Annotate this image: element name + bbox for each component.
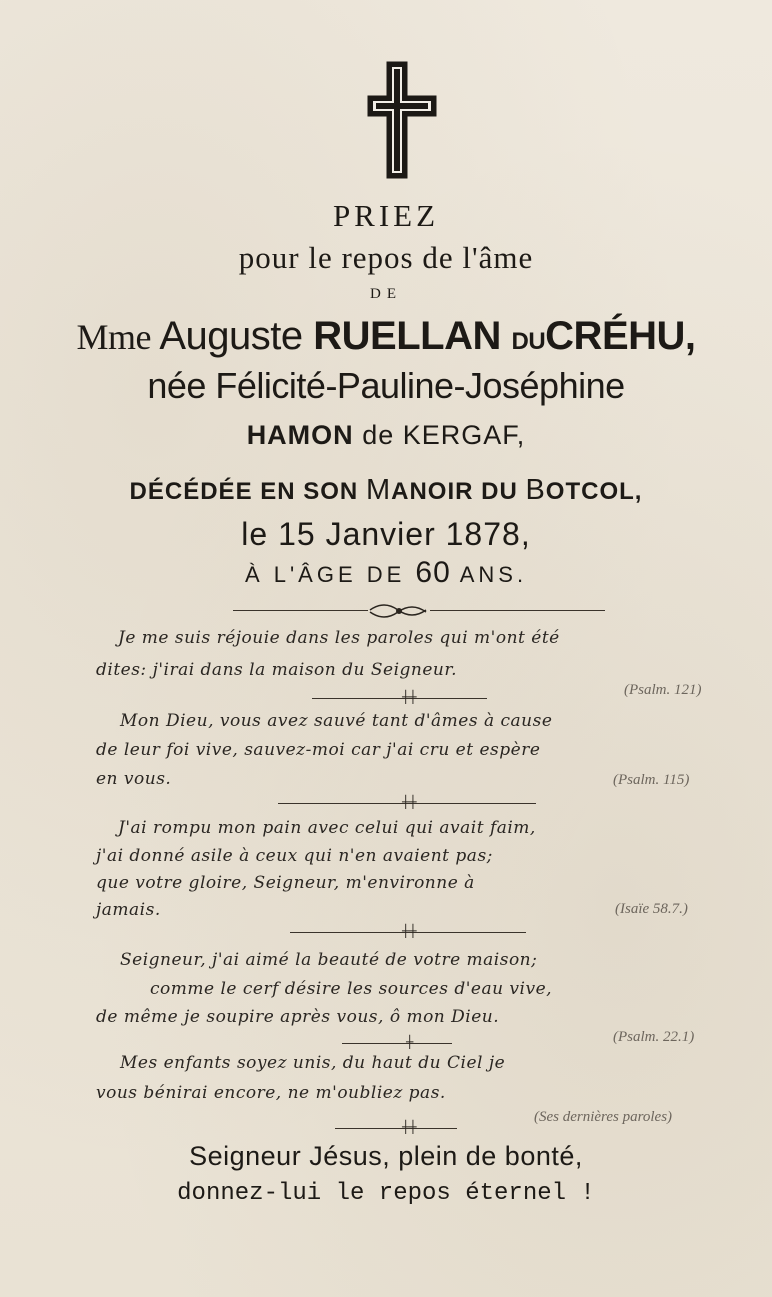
maiden-names: née Félicité-Pauline-Joséphine bbox=[147, 365, 625, 406]
decedee-text: DÉCÉDÉE EN SON bbox=[129, 478, 359, 505]
divider-mark: ┼┼ bbox=[402, 690, 417, 704]
decedee-botcol: OTCOL, bbox=[545, 478, 643, 505]
deceased-name bbox=[0, 314, 772, 359]
verse-4-line-3: de même je soupire après vous, ô mon Dieu. bbox=[96, 1007, 500, 1027]
verse-3-line-1: J'ai rompu mon pain avec celui qui avait faim, bbox=[118, 818, 536, 838]
verse-divider bbox=[335, 1128, 457, 1129]
verse-1-line-1: Je me suis réjouie dans les paroles qui m'ont été bbox=[118, 628, 560, 648]
hamon-name: HAMON bbox=[246, 420, 354, 450]
closing-prayer-line-2: donnez-lui le repos éternel ! bbox=[177, 1180, 595, 1207]
decedee-b: B bbox=[525, 474, 546, 506]
verse-3-ref: (Isaïe 58.7.) bbox=[615, 901, 688, 917]
verse-3-line-3: que votre gloire, Seigneur, m'environne à bbox=[96, 873, 475, 893]
maiden-family bbox=[0, 420, 772, 451]
verse-5-ref: (Ses dernières paroles) bbox=[534, 1109, 673, 1125]
verse-2-ref: (Psalm. 115) bbox=[613, 772, 690, 788]
age-post: ANS. bbox=[459, 562, 528, 587]
name-family: RUELLAN bbox=[313, 314, 501, 358]
verse-3-line-2: j'ai donné asile à ceux qui n'en avaient pas; bbox=[96, 846, 493, 866]
name-prefix: Mme bbox=[76, 317, 151, 357]
verse-2-line-3: en vous. bbox=[96, 769, 172, 789]
verse-1-line-2: dites: j'irai dans la maison du Seigneur. bbox=[96, 660, 458, 680]
title-priez: PRIEZ bbox=[332, 198, 440, 233]
verse-3-line-4: jamais. bbox=[96, 900, 161, 920]
verse-divider bbox=[312, 698, 487, 699]
divider-mark: ┼┼ bbox=[402, 795, 417, 809]
label-de: DE bbox=[370, 286, 402, 302]
age-line bbox=[0, 556, 772, 590]
death-place bbox=[0, 474, 772, 507]
verse-1-ref: (Psalm. 121) bbox=[624, 682, 702, 698]
ornament-icon bbox=[368, 600, 430, 622]
age-pre: À L'ÂGE DE bbox=[244, 562, 406, 587]
verse-5-line-1: Mes enfants soyez unis, du haut du Ciel je bbox=[120, 1053, 506, 1073]
hamon-de: de bbox=[362, 420, 395, 450]
name-du: DU bbox=[511, 328, 546, 355]
age-number: 60 bbox=[415, 556, 451, 589]
death-date: le 15 Janvier 1878, bbox=[241, 516, 531, 552]
verse-2-line-1: Mon Dieu, vous avez sauvé tant d'âmes à cause bbox=[120, 711, 553, 731]
divider-rule-right bbox=[430, 610, 605, 611]
decedee-manoir: ANOIR DU bbox=[391, 478, 518, 505]
name-given: Auguste bbox=[159, 314, 303, 358]
divider-mark: ┼┼ bbox=[402, 1120, 417, 1134]
name-last: CRÉHU, bbox=[545, 314, 696, 358]
verse-divider bbox=[342, 1043, 452, 1044]
verse-4-line-1: Seigneur, j'ai aimé la beauté de votre maison; bbox=[120, 950, 538, 970]
hamon-place: KERGAF, bbox=[402, 420, 526, 450]
decedee-m: M bbox=[365, 474, 392, 506]
divider-mark: ┼┼ bbox=[402, 924, 417, 938]
verse-4-line-2: comme le cerf désire les sources d'eau vive, bbox=[150, 979, 553, 999]
closing-prayer-line-1: Seigneur Jésus, plein de bonté, bbox=[189, 1141, 583, 1171]
verse-4-ref: (Psalm. 22.1) bbox=[613, 1029, 695, 1045]
verse-5-line-2: vous bénirai encore, ne m'oubliez pas. bbox=[96, 1083, 446, 1103]
subtitle-pour: pour le repos de l'âme bbox=[238, 240, 534, 275]
divider-mark: ┼ bbox=[406, 1035, 414, 1049]
divider-rule-left bbox=[233, 610, 368, 611]
verse-2-line-2: de leur foi vive, sauvez-moi car j'ai cru et espère bbox=[96, 740, 541, 760]
